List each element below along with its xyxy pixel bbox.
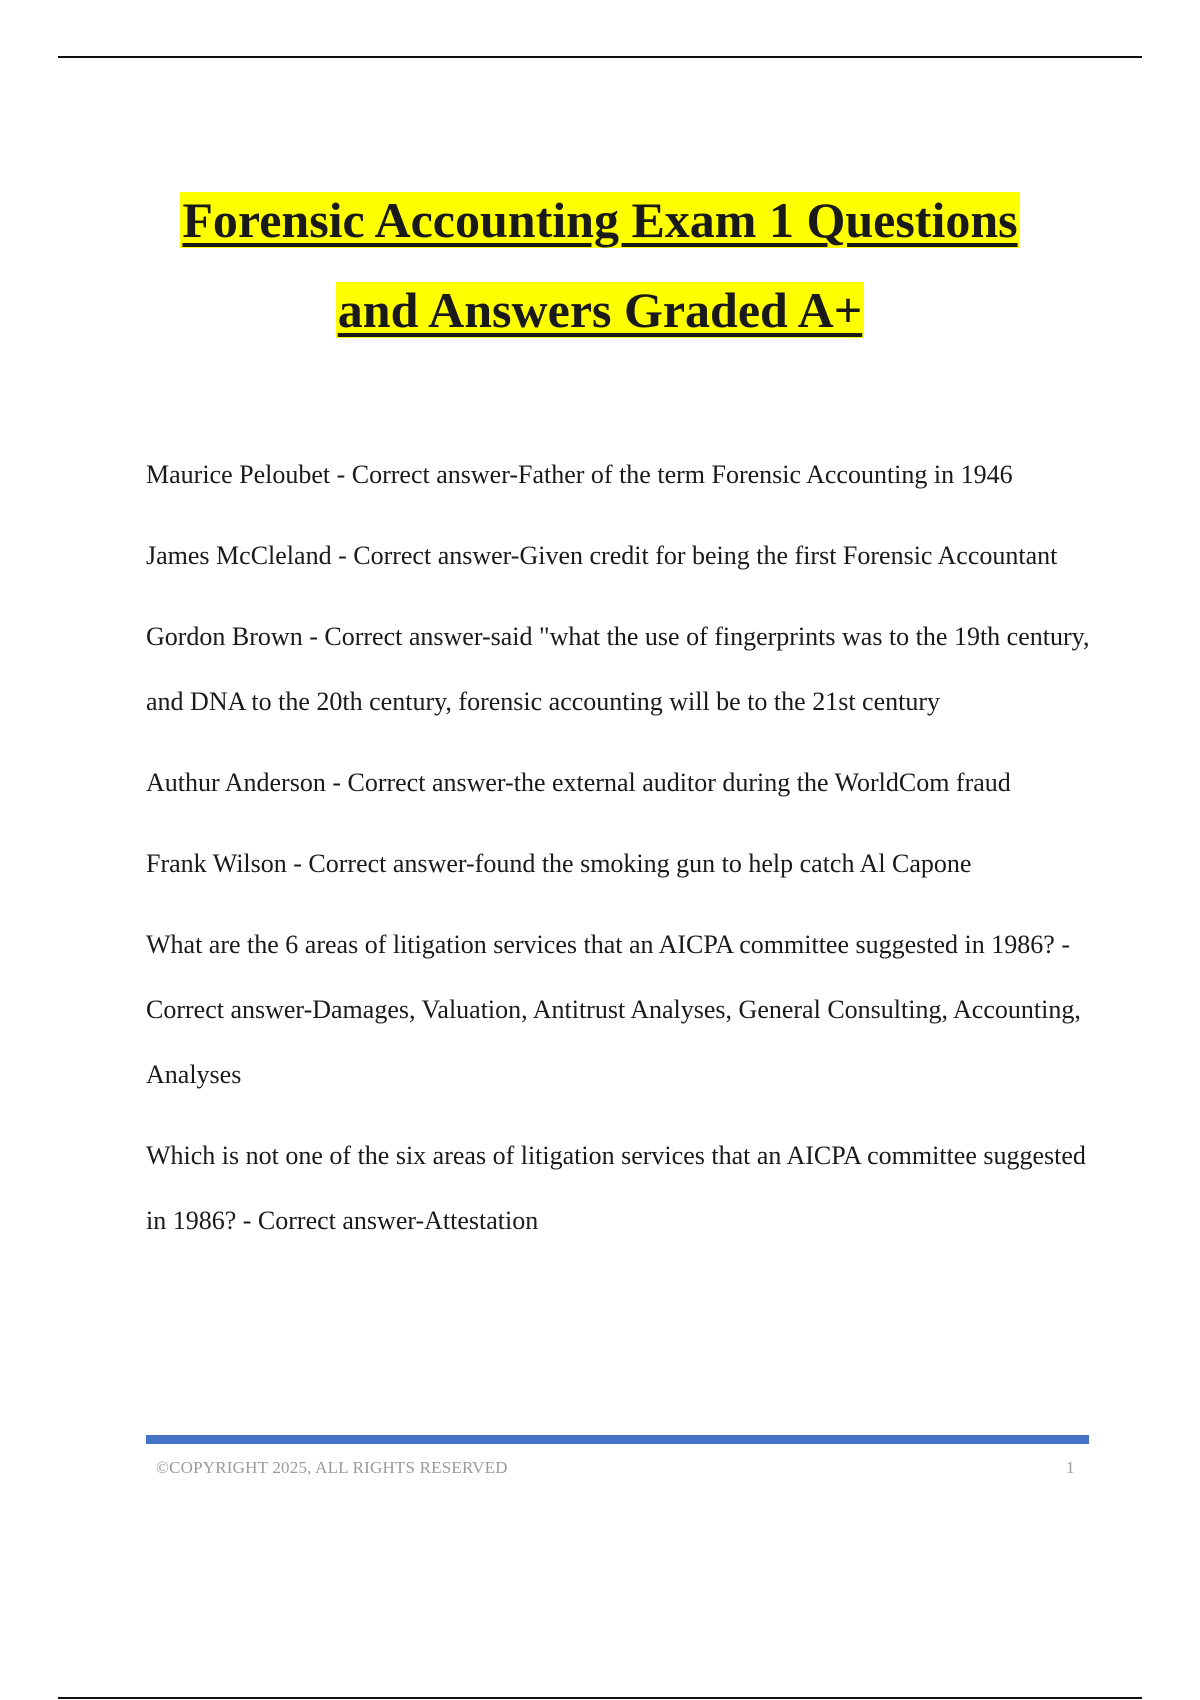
qa-separator: - Correct answer- bbox=[325, 768, 514, 797]
qa-item bbox=[146, 1123, 1106, 1253]
qa-separator: - Correct answer- bbox=[146, 930, 1070, 1024]
qa-question: Authur Anderson bbox=[146, 768, 326, 797]
qa-item bbox=[146, 604, 1106, 734]
qa-question: Frank Wilson bbox=[146, 849, 287, 878]
qa-answer: Attestation bbox=[424, 1206, 539, 1235]
bottom-rule bbox=[58, 1697, 1142, 1699]
qa-answer: said "what the use of fingerprints was to the 19th century, and DNA to the 20th century, forensic accounting will be to the 21st century bbox=[146, 622, 1090, 716]
qa-separator: - Correct answer- bbox=[330, 460, 518, 489]
qa-question: Which is not one of the six areas of litigation services that an AICPA committee suggested in 1986? bbox=[146, 1141, 1086, 1235]
qa-item bbox=[146, 523, 1106, 588]
qa-answer: the external auditor during the WorldCom fraud bbox=[513, 768, 1011, 797]
qa-answer: Damages, Valuation, Antitrust Analyses, General Consulting, Accounting, Analyses bbox=[146, 995, 1081, 1089]
qa-item bbox=[146, 442, 1106, 507]
footer-copyright: ©COPYRIGHT 2025, ALL RIGHTS RESERVED bbox=[156, 1458, 508, 1477]
qa-separator: - Correct answer- bbox=[236, 1206, 425, 1235]
top-rule bbox=[58, 56, 1142, 58]
qa-separator: - Correct answer- bbox=[302, 622, 491, 651]
footer-page-number: 1 bbox=[1066, 1458, 1075, 1477]
title-line-2: and Answers Graded A+ bbox=[337, 282, 863, 338]
title-line-1: Forensic Accounting Exam 1 Questions bbox=[182, 192, 1018, 248]
qa-separator: - Correct answer- bbox=[286, 849, 475, 878]
qa-separator: - Correct answer- bbox=[331, 541, 520, 570]
footer-divider-bar bbox=[146, 1435, 1089, 1444]
qa-question: What are the 6 areas of litigation services that an AICPA committee suggested in 1986? bbox=[146, 930, 1055, 959]
document-title bbox=[100, 175, 1100, 355]
qa-item bbox=[146, 750, 1106, 815]
qa-question: James McCleland bbox=[146, 541, 332, 570]
qa-answer: found the smoking gun to help catch Al Capone bbox=[474, 849, 972, 878]
qa-question: Gordon Brown bbox=[146, 622, 303, 651]
qa-item bbox=[146, 831, 1106, 896]
qa-answer: Given credit for being the first Forensic Accountant bbox=[519, 541, 1058, 570]
qa-answer: Father of the term Forensic Accounting in 1946 bbox=[518, 460, 1013, 489]
qa-item bbox=[146, 912, 1106, 1107]
qa-question: Maurice Peloubet bbox=[146, 460, 331, 489]
qa-list bbox=[146, 442, 1106, 1269]
